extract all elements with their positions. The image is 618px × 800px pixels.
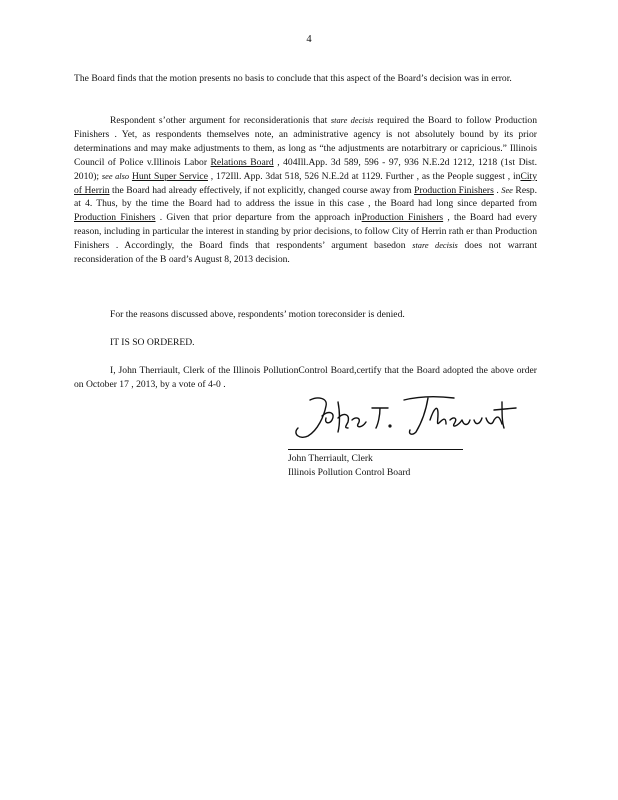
italic-term: see also	[101, 171, 130, 181]
signature-image	[288, 390, 528, 444]
text-segment: the Board had already effectively, if not explicitly, changed course away from	[109, 184, 415, 196]
text-segment: , 172Ill. App. 3dat 518, 526 N.E.2d at 1129. Further , as the People suggest , in	[207, 170, 521, 182]
italic-term: stare decisis	[412, 241, 458, 251]
order-statement: IT IS SO ORDERED.	[110, 337, 195, 348]
italic-term: See	[501, 185, 513, 195]
text-segment: does not warrant reconsideration of the B oard’s August 8, 2013 decision.	[74, 240, 538, 266]
text-segment: required the Board to follow Production Finishers . Yet, as respondents themselves note, an administrative agency is not absolutely bound by its prior determinations and may make adjustments to them, as long as “the adjustments are notarbitrary or capricious.” Illinois Council of Police v.Illinois Labor	[74, 115, 538, 168]
text-segment: .	[493, 184, 502, 196]
case-name: City of Herrin	[74, 170, 538, 196]
italic-term: stare decisis	[330, 116, 374, 125]
case-name: Relations Board	[210, 156, 274, 168]
certification-paragraph: I, John Therriault, Clerk of the Illinois PollutionControl Board,certify that the Board adopted the above order on October 17 , 2013, by a vote of 4-0 .	[74, 365, 537, 390]
case-name: Production Finishers	[361, 212, 444, 224]
page-number: 4	[306, 34, 312, 45]
text-segment: , 404Ill.App. 3d 589, 596 - 97, 936 N.E.2d 1212, 1218 (1st Dist. 2010);	[74, 156, 537, 182]
paragraph-3: For the reasons discussed above, respondents’ motion toreconsider is denied.	[110, 309, 405, 320]
clerk-name: John Therriault, Clerk	[288, 453, 373, 464]
text-segment: . Given that prior departure from the approach in	[155, 212, 362, 224]
clerk-organization: Illinois Pollution Control Board	[288, 466, 411, 478]
paragraph-1: The Board finds that the motion presents no basis to conclude that this aspect of the Board’s decision was in error.	[74, 73, 512, 84]
text-segment: , the Board had every reason, including in particular the interest in standing by prior decisions, to follow City of Herrin rath er than Production Finishers . Accordingly, the Board finds that respondents’ argument basedon	[74, 212, 537, 252]
case-name: Production Finishers	[74, 212, 156, 224]
case-name: Hunt Super Service	[131, 170, 208, 182]
clerk-block	[288, 452, 410, 480]
paragraph-2	[74, 114, 537, 267]
case-name: Production Finishers	[414, 184, 494, 196]
signature-line	[288, 449, 463, 450]
text-segment: Respondent s’other argument for reconsiderationis that	[110, 115, 331, 126]
text-segment: Resp. at 4. Thus, by the time the Board had to address the issue in this case , the Board had long since departed from	[74, 184, 538, 210]
